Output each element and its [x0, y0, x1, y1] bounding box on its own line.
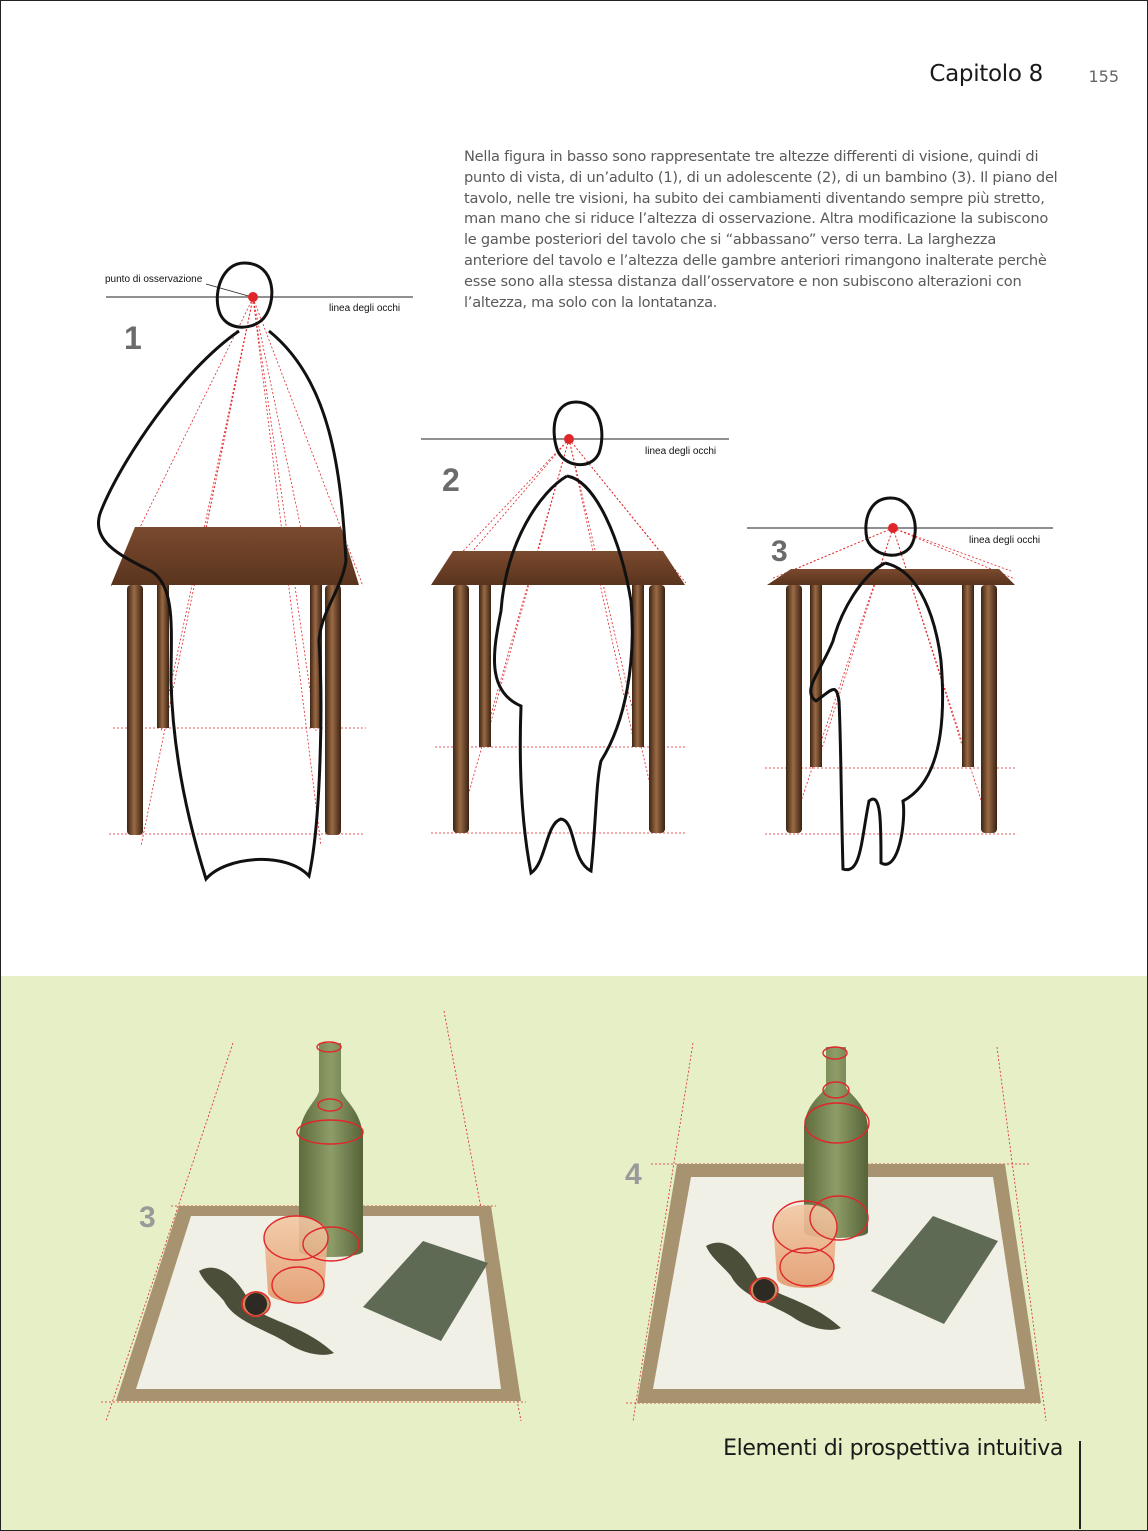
- figure-number-3: 3: [771, 535, 788, 568]
- still-life-4: [625, 1043, 1046, 1421]
- observation-point: [564, 434, 574, 444]
- observation-point-label: punto di osservazione: [105, 274, 203, 285]
- watch-face: [752, 1278, 776, 1302]
- figure-teen: [421, 402, 729, 873]
- intro-paragraph: Nella figura in basso sono rappresentate tre altezze differenti di visione, quindi di punto di vista, di un’adulto (1), di un adolescente (2), di un bambino (3). Il piano del tavolo, nelle tre visioni, ha subito dei cambiamenti diventando sempre più stretto, man mano che si riduce l’altezza di osservazione. Altra modificazione la subiscono le gambe posteriori del tavolo che si “abbassano” verso terra. La larghezza anteriore del tavolo e l’altezza delle gambre anteriori rimangono inalterate perchè esse sono alla stessa distanza dall’osservatore e non subiscono alterazioni con l’altezza, ma solo con la lontatanza.: [464, 148, 1058, 311]
- still-life-3: [101, 1011, 526, 1421]
- watch-face: [244, 1292, 268, 1316]
- eye-line-label-1: linea degli occhi: [329, 303, 401, 314]
- still-life-number: 4: [625, 1158, 642, 1191]
- teen-silhouette: [494, 402, 632, 873]
- eye-line-label-2: linea degli occhi: [645, 446, 717, 457]
- table-child: [767, 569, 1015, 833]
- observation-point: [888, 523, 898, 533]
- eye-line-label-3: linea degli occhi: [969, 535, 1041, 546]
- figure-number-2: 2: [442, 462, 460, 498]
- label-leader: [206, 284, 252, 297]
- section-title: Elementi di prospettiva intuitiva: [723, 1436, 1063, 1461]
- page-number: 155: [1088, 67, 1119, 86]
- child-silhouette: [811, 498, 943, 870]
- perspective-illustration: [1, 1, 1148, 1531]
- footer-rule: [1079, 1441, 1081, 1529]
- observation-point: [248, 292, 258, 302]
- figure-adult: [98, 263, 413, 879]
- sight-lines: [431, 439, 686, 833]
- figure-child: [747, 498, 1053, 870]
- figure-number-1: 1: [124, 320, 142, 356]
- chapter-title: Capitolo 8: [929, 61, 1043, 87]
- still-life-number: 3: [139, 1201, 156, 1234]
